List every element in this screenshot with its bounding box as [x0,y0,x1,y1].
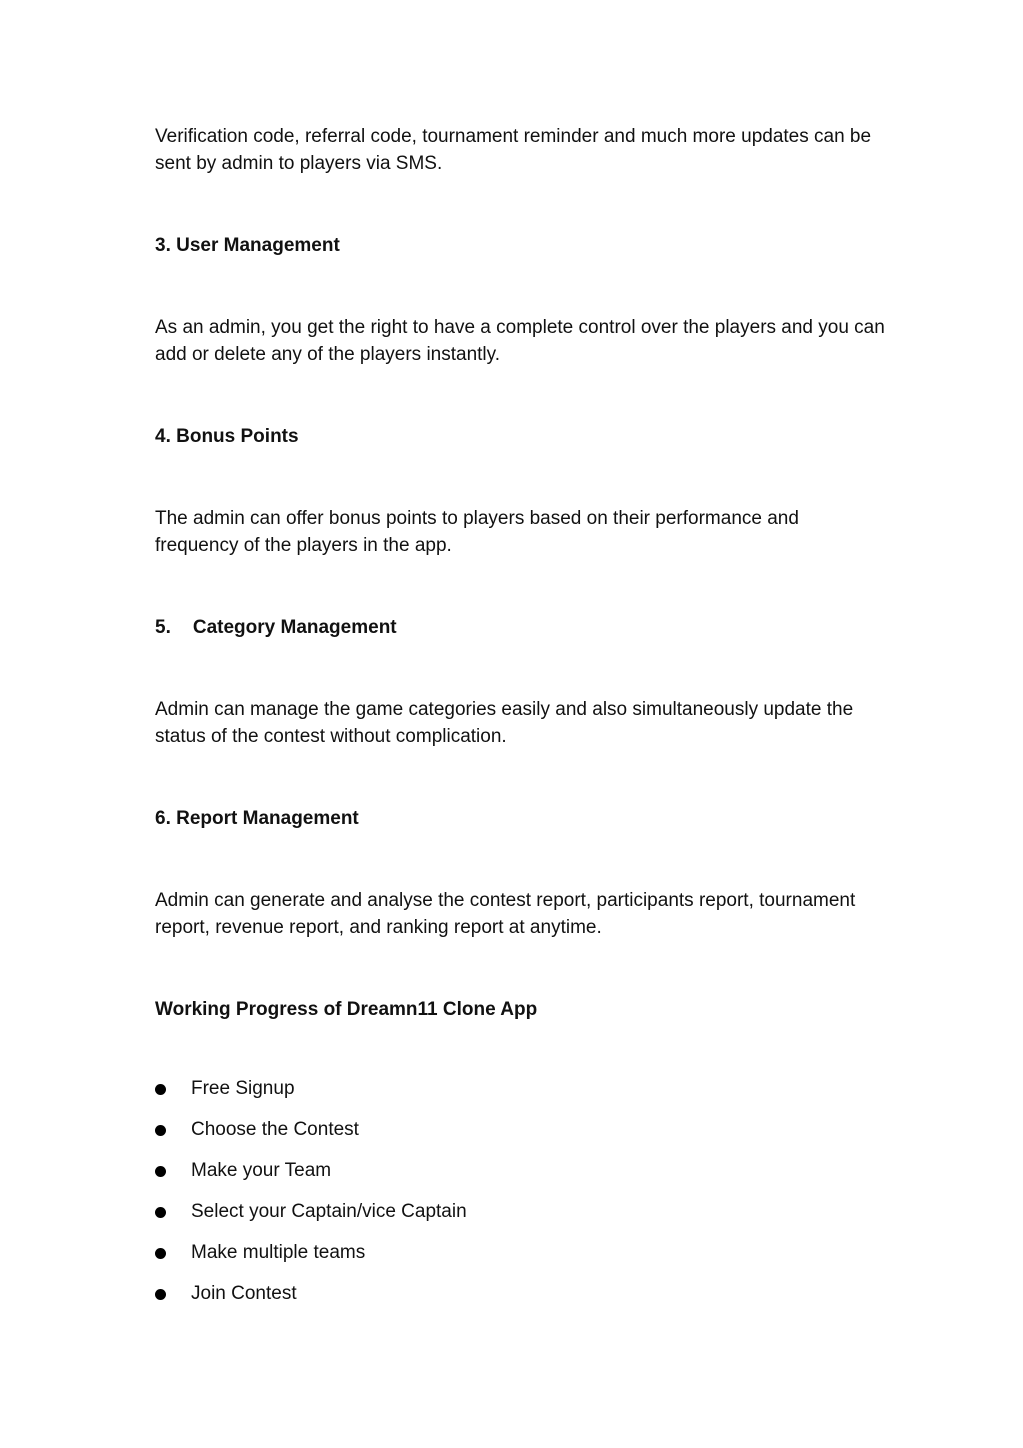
list-item-label: Make your Team [191,1160,332,1181]
bullet-icon [155,1289,166,1300]
bullet-icon [155,1248,166,1259]
category-management-paragraph: Admin can manage the game categories easily and also simultaneously update the status of the contest without complication. [155,699,854,747]
list-item [155,1201,467,1223]
heading-text: Category Management [192,617,397,638]
list-item-label: Select your Captain/vice Captain [191,1201,467,1222]
list-item [155,1119,359,1141]
report-management-paragraph: Admin can generate and analyse the contest report, participants report, tournament report, revenue report, and ranking report at anytime. [155,890,856,938]
heading-report-management: 6. Report Management [155,808,359,829]
list-item-label: Make multiple teams [191,1242,366,1263]
bullet-icon [155,1084,166,1095]
bullet-icon [155,1125,166,1136]
user-management-paragraph: As an admin, you get the right to have a complete control over the players and you can add or delete any of the players instantly. [155,317,885,365]
heading-user-management: 3. User Management [155,235,340,256]
list-item [155,1160,331,1182]
bullet-icon [155,1207,166,1218]
list-item [155,1283,297,1305]
heading-category-management [155,614,885,641]
list-item-label: Join Contest [191,1283,297,1304]
heading-number: 5. [155,617,171,638]
list-item-label: Free Signup [191,1078,295,1099]
list-item-label: Choose the Contest [191,1119,359,1140]
list-item [155,1242,365,1264]
heading-bonus-points: 4. Bonus Points [155,426,299,447]
bonus-points-paragraph: The admin can offer bonus points to players based on their performance and frequency of the players in the app. [155,508,799,556]
bullet-icon [155,1166,166,1177]
sms-paragraph: Verification code, referral code, tournament reminder and much more updates can be sent by admin to players via SMS. [155,126,872,174]
list-item [155,1078,295,1100]
heading-working-progress: Working Progress of Dreamn11 Clone App [155,999,538,1020]
